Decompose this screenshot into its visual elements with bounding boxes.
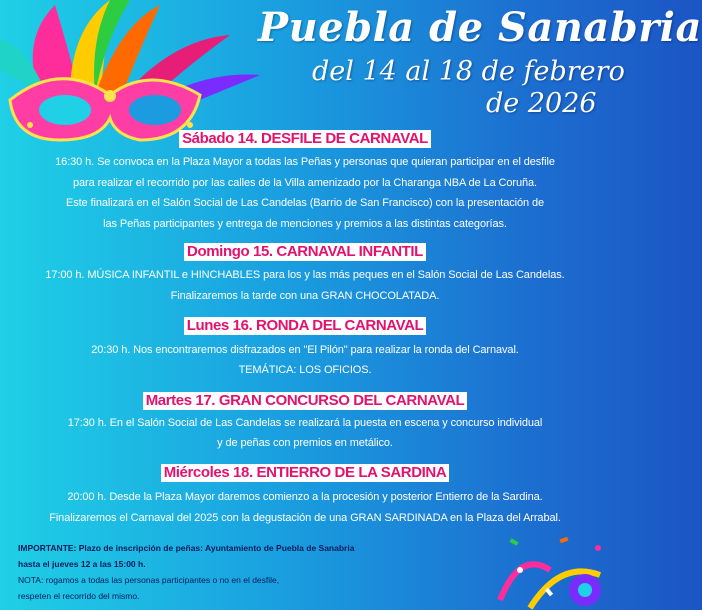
event-text: 20:00 h. Desde la Plaza Mayor daremos comienzo a la procesión y posterior Entierro de la Sardina. xyxy=(67,491,543,503)
event-text: Este finalizará en el Salón Social de Las Candelas (Barrio de San Francisco) con la presentación de xyxy=(65,197,545,209)
event-text: para realizar el recorrido por las calles de la Villa amenizado por la Charanga NBA de La Coruña. xyxy=(73,177,537,189)
carnival-mask-illustration xyxy=(0,0,280,150)
event-text: 16:30 h. Se convoca en la Plaza Mayor a todas las Peñas y personas que quieran participar en el desfile xyxy=(55,156,555,168)
nota-text: respeten el recorrido del mismo. xyxy=(18,591,140,601)
event-text: 17:00 h. MÚSICA INFANTIL e HINCHABLES para los y las más peques en el Salón Social de Las Candelas. xyxy=(45,269,565,281)
event-heading-sunday: Domingo 15. CARNAVAL INFANTIL xyxy=(0,243,610,261)
event-text: las Peñas participantes y entrega de menciones y premios a las distintas categorías. xyxy=(103,218,507,230)
event-heading-tuesday: Martes 17. GRAN CONCURSO DEL CARNAVAL xyxy=(0,392,610,410)
event-text: y de peñas con premios en metálico. xyxy=(217,437,393,449)
event-heading-wednesday: Miércoles 18. ENTIERRO DE LA SARDINA xyxy=(0,464,610,482)
event-heading-monday: Lunes 16. RONDA DEL CARNAVAL xyxy=(0,317,610,335)
event-text: Finalizaremos el Carnaval del 2025 con la degustación de una GRAN SARDINADA en la Plaza del Arrabal. xyxy=(49,512,561,524)
important-note-deadline: hasta el jueves 12 a las 15:00 h. xyxy=(18,559,146,569)
important-note: IMPORTANTE: Plazo de inscripción de peñas: Ayuntamiento de Puebla de Sanabria xyxy=(18,543,355,553)
dates-line-1: del 14 al 18 de febrero xyxy=(312,56,625,87)
nota-text: NOTA: rogamos a todas las personas participantes o no en el desfile, xyxy=(18,575,280,585)
dates-line-2: de 2026 xyxy=(486,88,597,119)
event-text: 20:30 h. Nos encontraremos disfrazados en "El Pilón" para realizar la ronda del Carnaval. xyxy=(91,344,519,356)
event-text: 17:30 h. En el Salón Social de Las Candelas se realizará la puesta en escena y concurso individual xyxy=(67,417,543,429)
confetti-decoration xyxy=(490,530,610,610)
event-heading-saturday: Sábado 14. DESFILE DE CARNAVAL xyxy=(0,130,610,148)
poster-title: Puebla de Sanabria xyxy=(258,4,702,51)
event-text: Finalizaremos la tarde con una GRAN CHOCOLATADA. xyxy=(170,290,440,302)
event-text: TEMÁTICA: LOS OFICIOS. xyxy=(238,364,372,376)
